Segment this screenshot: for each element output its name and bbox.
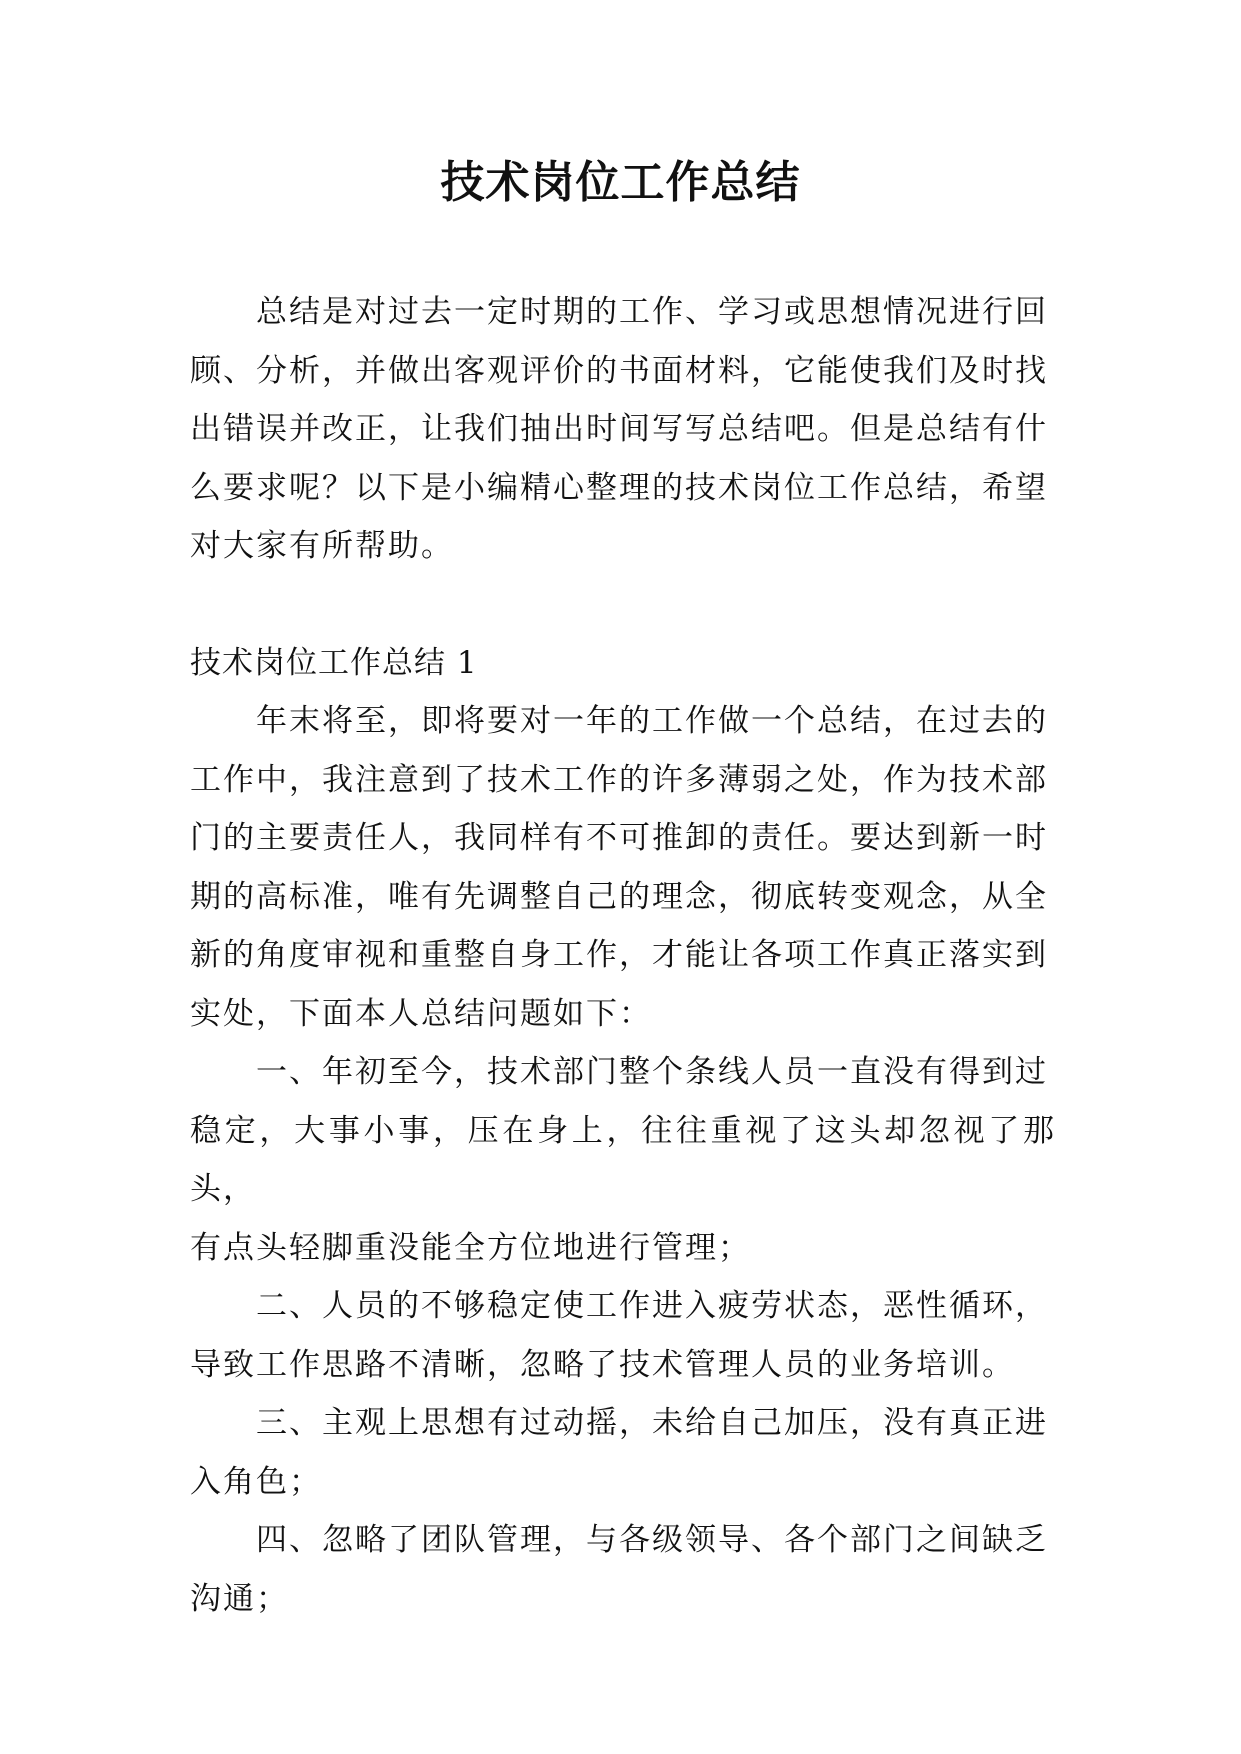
paragraph-spacer bbox=[190, 576, 1056, 634]
section-title: 技术岗位工作总结 1 bbox=[190, 644, 478, 681]
body-paragraph-1: 年末将至，即将要对一年的工作做一个总结，在过去的 工作中，我注意到了技术工作的许多薄弱之处，作为技术部 门的主要责任人，我同样有不可推卸的责任。要达到新一时 期的高标准，唯有先调整自己的理念，彻底转变观念，从全 新的角度审视和重整自身工作，才能让各项工作真正落实到 实处，下面本人总结问题如下： bbox=[190, 703, 1048, 1032]
body-paragraph-3: 二、人员的不够稳定使工作进入疲劳状态，恶性循环， 导致工作思路不清晰，忽略了技术管理人员的业务培训。 bbox=[190, 1288, 1048, 1383]
document-title: 技术岗位工作总结 bbox=[440, 157, 801, 208]
document-body bbox=[190, 283, 1056, 1628]
body-paragraph-5: 四、忽略了团队管理，与各级领导、各个部门之间缺乏 沟通； bbox=[190, 1522, 1048, 1617]
body-paragraph-4: 三、主观上思想有过动摇，未给自己加压，没有真正进 入角色； bbox=[190, 1405, 1048, 1500]
intro-paragraph: 总结是对过去一定时期的工作、学习或思想情况进行回 顾、分析，并做出客观评价的书面材料，它能使我们及时找 出错误并改正，让我们抽出时间写写总结吧。但是总结有什 么要求呢？以下是小编精心整理的技术岗位工作总结，希望 对大家有所帮助。 bbox=[190, 294, 1048, 564]
body-paragraph-2: 一、年初至今，技术部门整个条线人员一直没有得到过 稳定，大事小事，压在身上，往往重视了这头却忽视了那头， 有点头轻脚重没能全方位地进行管理； bbox=[190, 1054, 1056, 1266]
